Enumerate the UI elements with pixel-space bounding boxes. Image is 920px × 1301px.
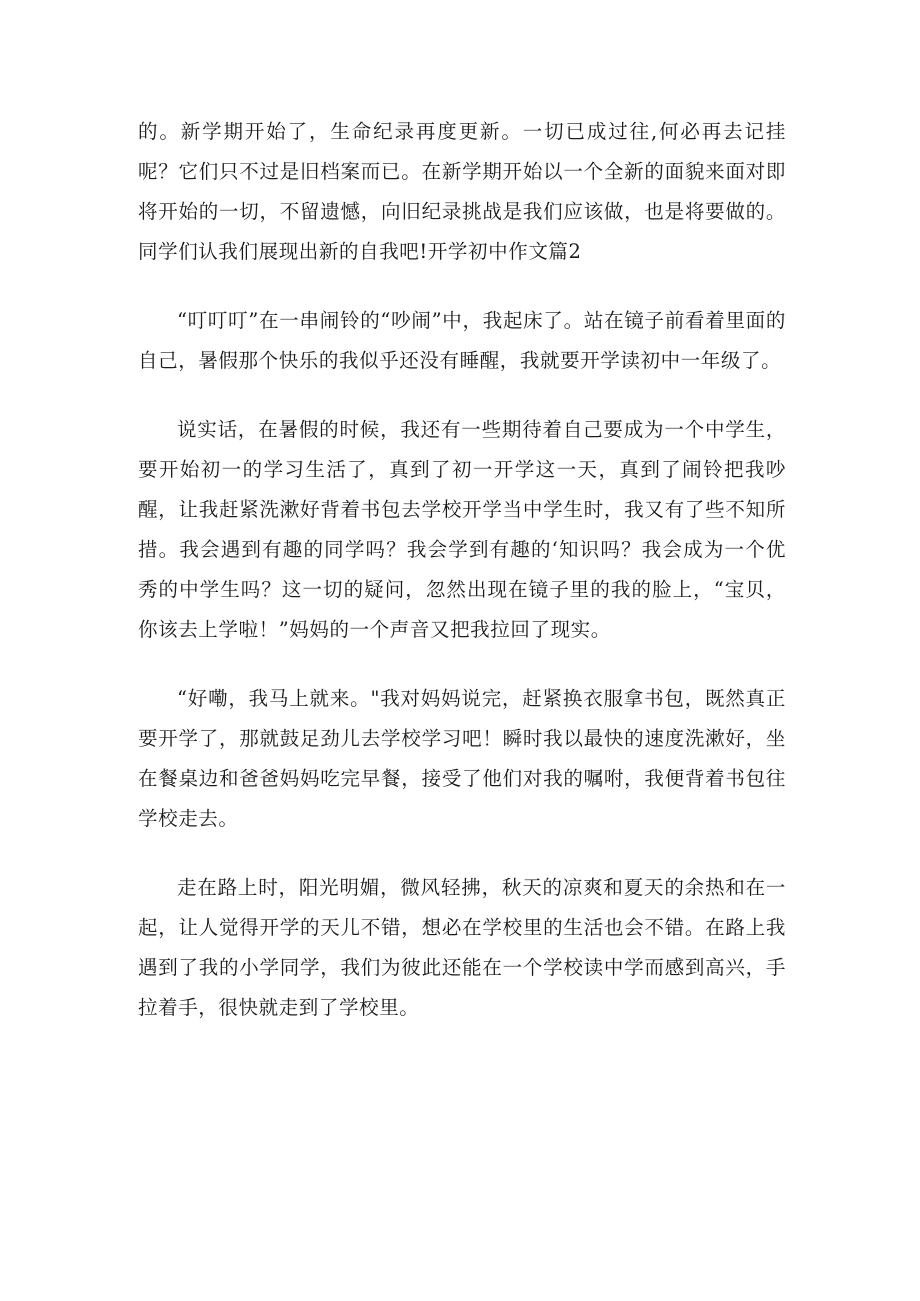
- essay-body: [138, 112, 786, 1057]
- paragraph-4: “好嘞，我马上就来。"我对妈妈说完，赶紧换衣服拿书包，既然真正要开学了，那就鼓足劲儿去学校学习吧！瞬时我以最快的速度洗漱好，坐在餐桌边和爸爸妈妈吃完早餐，接受了他们对我的嘱咐，我便背着书包往学校走去。: [138, 687, 786, 830]
- paragraph-5: 走在路上时，阳光明媚，微风轻拂，秋天的凉爽和夏天的余热和在一起，让人觉得开学的天儿不错，想必在学校里的生活也会不错。在路上我遇到了我的小学同学，我们为彼此还能在一个学校读中学而感到高兴，手拉着手，很快就走到了学校里。: [138, 876, 786, 1019]
- paragraph-1: 的。新学期开始了，生命纪录再度更新。一切已成过往,何必再去记挂呢？它们只不过是旧档案而已。在新学期开始以一个全新的面貌来面对即将开始的一切，不留遗憾，向旧纪录挑战是我们应该做，也是将要做的。同学们认我们展现出新的自我吧!开学初中作文篇2: [138, 120, 786, 263]
- paragraph-3: 说实话，在暑假的时候，我还有一些期待着自己要成为一个中学生，要开始初一的学习生活了，真到了初一开学这一天，真到了闹铃把我吵醒，让我赶紧洗漱好背着书包去学校开学当中学生时，我又有了些不知所措。我会遇到有趣的同学吗？我会学到有趣的‘知识吗？我会成为一个优秀的中学生吗？这一切的疑问，忽然出现在镜子里的我的脸上，“宝贝，你该去上学啦！”妈妈的一个声音又把我拉回了现实。: [138, 418, 786, 641]
- paragraph-2: “叮叮叮”在一串闹铃的“吵闹”中，我起床了。站在镜子前看着里面的自己，暑假那个快乐的我似乎还没有睡醒，我就要开学读初中一年级了。: [138, 309, 786, 372]
